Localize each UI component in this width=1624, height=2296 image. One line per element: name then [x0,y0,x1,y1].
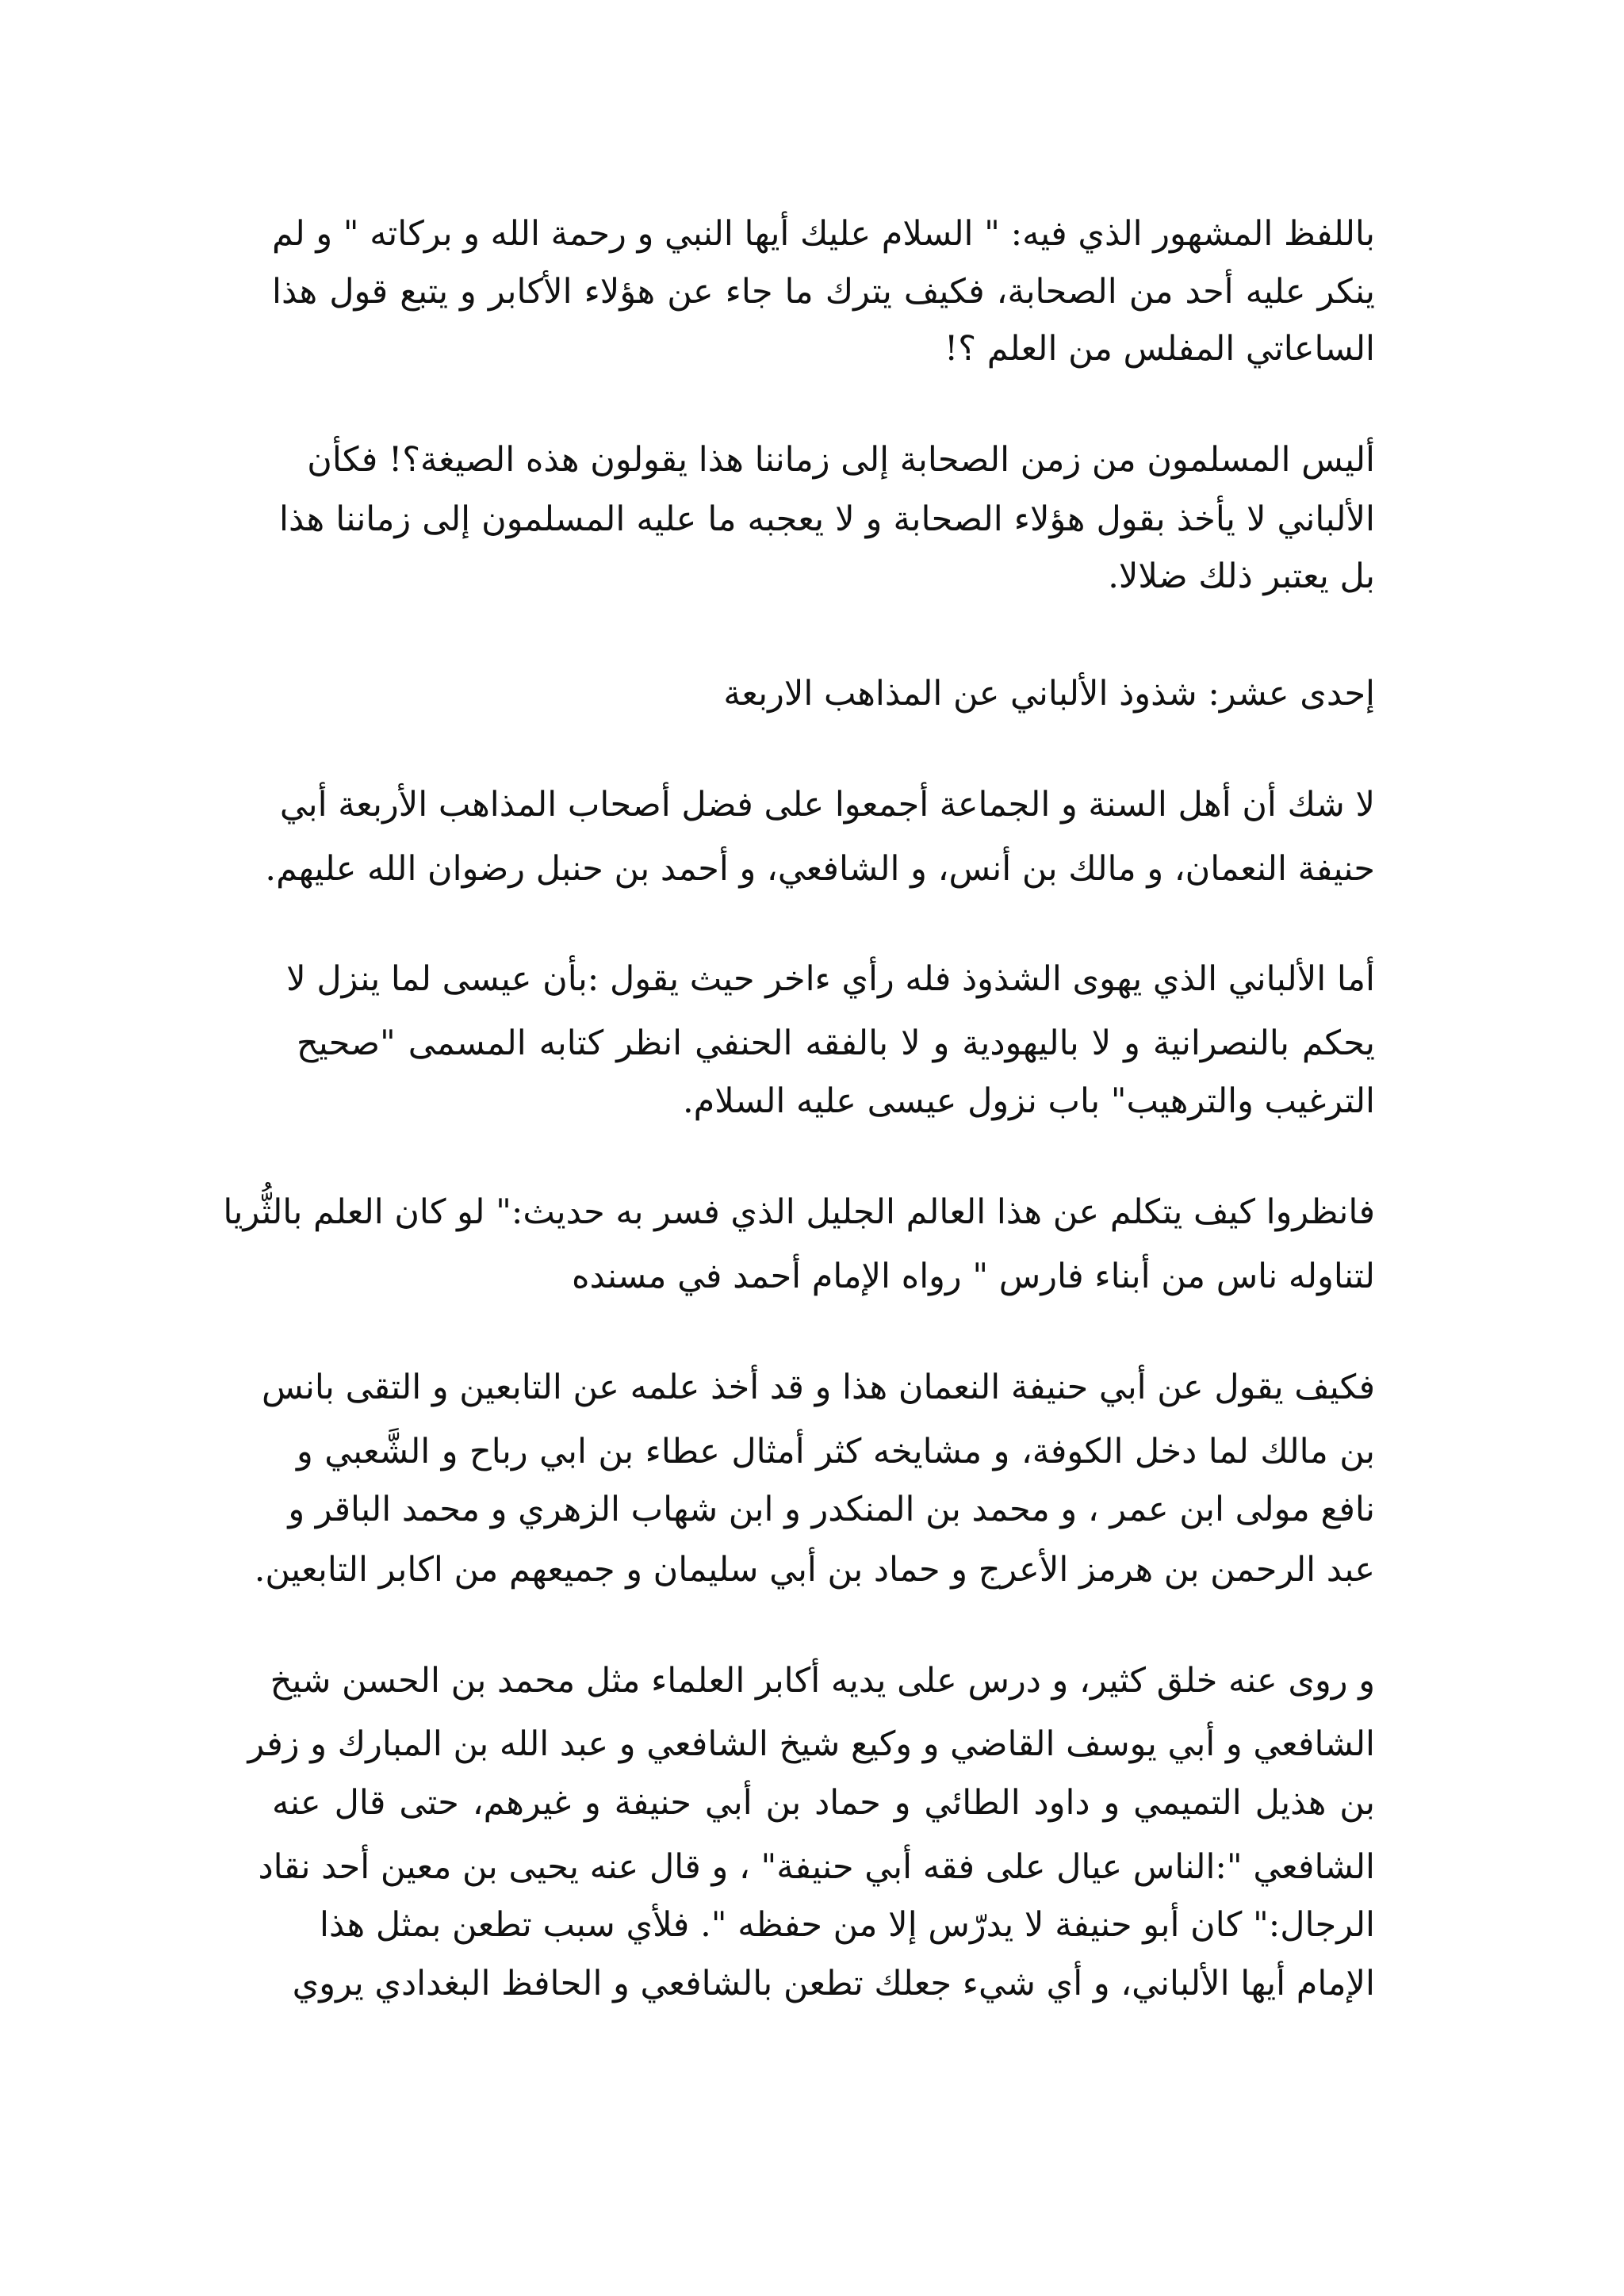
text-line: باللفظ المشهور الذي فيه: " السلام عليك أيها النبي و رحمة الله و بركاته " و لم [271,214,1375,254]
text-line: بل يعتبر ذلك ضلالا. [1108,557,1375,596]
text-line: الشافعي ":الناس عيال على فقه أبي حنيفة" ، و قال عنه يحيى بن معين أحد نقاد [258,1847,1375,1887]
text-line: بن مالك لما دخل الكوفة، و مشايخه كثر أمثال عطاء بن ابي رباح و الشَّعبي و [297,1432,1375,1471]
text-line: الساعاتي المفلس من العلم ؟! [944,329,1375,369]
text-line: أليس المسلمون من زمن الصحابة إلى زماننا هذا يقولون هذه الصيغة؟! فكأن [307,440,1375,480]
text-line: عبد الرحمن بن هرمز الأعرج و حماد بن أبي سليمان و جميعهم من اكابر التابعين. [254,1550,1375,1590]
text-line: أما الألباني الذي يهوى الشذوذ فله رأي ءاخر حيث يقول :بأن عيسى لما ينزل لا [286,959,1375,999]
text-line: بن هذيل التميمي و داود الطائي و حماد بن أبي حنيفة و غيرهم، حتى قال عنه [272,1783,1375,1823]
text-line: حنيفة النعمان، و مالك بن أنس، و الشافعي، و أحمد بن حنبل رضوان الله عليهم. [265,849,1375,889]
text-line: لتناوله ناس من أبناء فارس " رواه الإمام أحمد في مسنده [571,1257,1375,1296]
text-line: ينكر عليه أحد من الصحابة، فكيف يترك ما جاء عن هؤلاء الأكابر و يتبع قول هذا [272,272,1375,312]
text-line: و روى عنه خلق كثير، و درس على يديه أكابر العلماء مثل محمد بن الحسن شيخ [270,1661,1375,1701]
text-line: الألباني لا يأخذ بقول هؤلاء الصحابة و لا يعجبه ما عليه المسلمون إلى زماننا هذا [279,499,1375,539]
text-line: الترغيب والترهيب" باب نزول عيسى عليه السلام. [683,1081,1375,1121]
text-line: الإمام أيها الألباني، و أي شيء جعلك تطعن بالشافعي و الحافظ البغدادي يروي [292,1964,1375,2003]
text-line: فانظروا كيف يتكلم عن هذا العالم الجليل الذي فسر به حديث:" لو كان العلم بالثُّريا [223,1192,1375,1232]
text-line: الشافعي و أبي يوسف القاضي و وكيع شيخ الشافعي و عبد الله بن المبارك و زفر [247,1724,1375,1764]
text-line: لا شك أن أهل السنة و الجماعة أجمعوا على فضل أصحاب المذاهب الأربعة أبي [279,785,1375,825]
text-line: فكيف يقول عن أبي حنيفة النعمان هذا و قد أخذ علمه عن التابعين و التقى بانس [262,1368,1375,1407]
section-heading: إحدى عشر: شذوذ الألباني عن المذاهب الاربعة [723,674,1375,714]
text-line: نافع مولى ابن عمر ، و محمد بن المنكدر و ابن شهاب الزهري و محمد الباقر و [288,1490,1375,1529]
text-line: الرجال:" كان أبو حنيفة لا يدرّس إلا من حفظه ". فلأي سبب تطعن بمثل هذا [320,1905,1375,1945]
text-line: يحكم بالنصرانية و لا باليهودية و لا بالفقه الحنفي انظر كتابه المسمى "صحيح [297,1024,1375,1063]
